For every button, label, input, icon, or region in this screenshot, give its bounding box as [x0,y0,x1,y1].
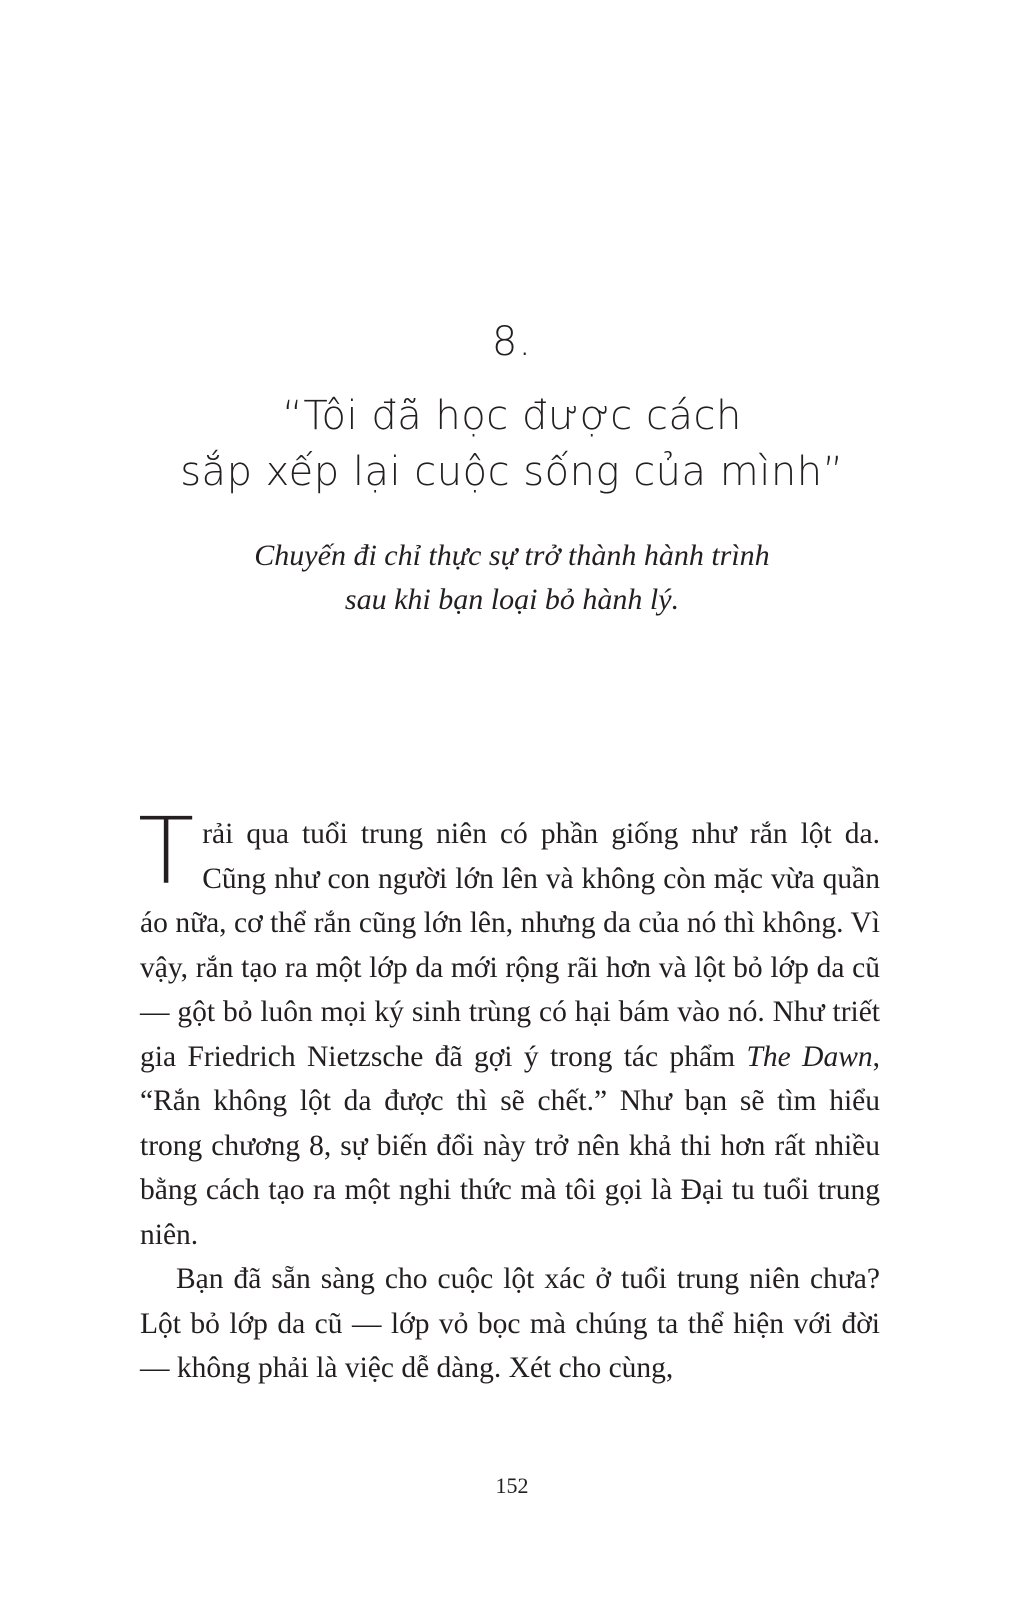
paragraph-2: Bạn đã sẵn sàng cho cuộc lột xác ở tuổi trung niên chưa? Lột bỏ lớp da cũ — lớp vỏ bọc mà chúng ta thể hiện với đời — không phải là việc dễ dàng. Xét cho cùng, [140,1263,880,1384]
chapter-number: 8. [491,319,533,365]
epigraph [0,534,1024,622]
epigraph-line-2: sau khi bạn loại bỏ hành lý. [344,583,680,616]
chapter-title-line-1: “Tôi đã học được cách [282,393,742,439]
epigraph-line-1: Chuyến đi chỉ thực sự trở thành hành trình [254,539,770,572]
book-title-the-dawn: The Dawn [746,1040,873,1073]
page-number: 152 [495,1473,529,1498]
body-text [138,798,880,1391]
chapter-title [0,388,1024,500]
paragraph-1-text-b: , “Rắn không lột da được thì sẽ chết.” Như bạn sẽ tìm hiểu trong chương 8, sự biến đổi này trở nên khả thi hơn rất nhiều bằng cách tạo ra một nghi thức mà tôi gọi là Đại tu tuổi trung niên. [140,1040,880,1251]
paragraph-1 [138,798,880,1257]
drop-cap: T [138,798,195,905]
chapter-title-line-2: sắp xếp lại cuộc sống của mình” [180,449,844,495]
paragraph-1-text-a: rải qua tuổi trung niên có phần giống như rắn lột da. Cũng như con người lớn lên và không còn mặc vừa quần áo nữa, cơ thể rắn cũng lớn lên, nhưng da của nó thì không. Vì vậy, rắn tạo ra một lớp da mới rộng rãi hơn và lột bỏ lớp da cũ — gột bỏ luôn mọi ký sinh trùng có hại bám vào nó. Như triết gia Friedrich Nietzsche đã gợi ý trong tác phẩm [140,818,880,1073]
